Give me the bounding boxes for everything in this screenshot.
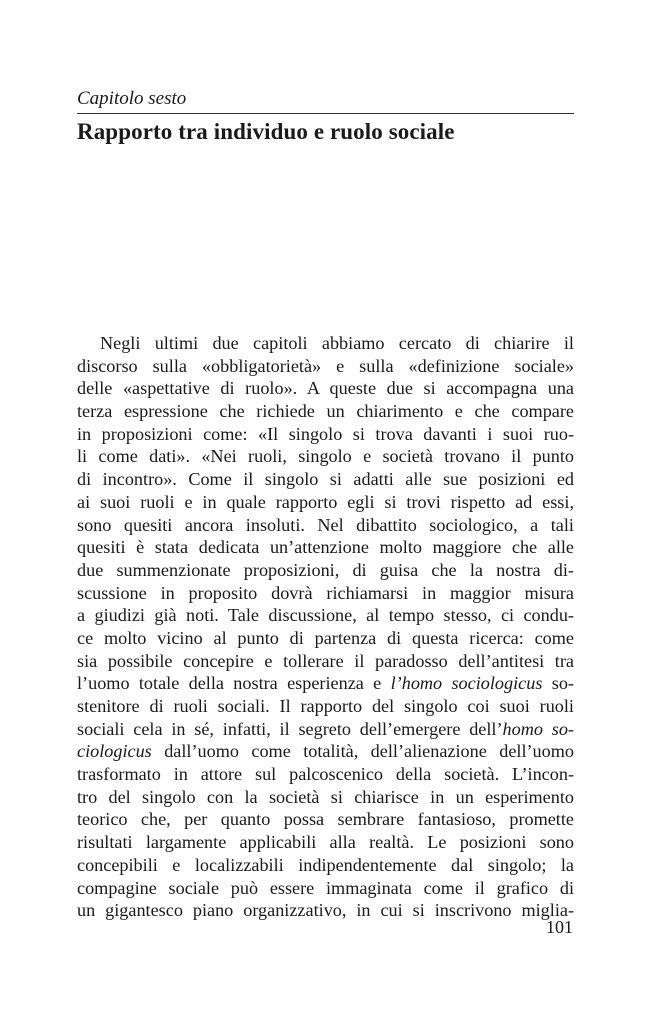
chapter-label: Capitolo sesto: [77, 88, 187, 109]
text-line: Negli ultimi due capitoli abbiamo cercato di chiarire il: [100, 333, 574, 353]
text-line: risultati largamente applicabili alla realtà. Le posizioni sono: [77, 832, 574, 853]
text-line: stenitore di ruoli sociali. Il rapporto del singolo coi suoi ruoli: [77, 696, 574, 716]
body-text: [77, 332, 574, 922]
italic-term: homo so-: [502, 718, 574, 739]
text-line: l’uomo totale della nostra esperienza e l’homo sociologicus so-: [77, 673, 574, 694]
text-line: di incontro». Come il singolo si adatti alle sue posizioni ed: [77, 469, 574, 490]
text-line: ciologicus dall’uomo come totalità, dell’alienazione dell’uomo: [77, 741, 574, 762]
text-line: discorso sulla «obbligatorietà» e sulla «definizione sociale»: [77, 355, 574, 376]
text-line: trasformato in attore sul palcoscenico della società. L’incon-: [77, 764, 574, 785]
text-line: delle «aspettative di ruolo». A queste due si accompagna una: [77, 378, 574, 399]
text-line: sono quesiti ancora insoluti. Nel dibattito sociologico, a tali: [77, 514, 574, 535]
text-line: un gigantesco piano organizzativo, in cui si inscrivono miglia-: [77, 900, 574, 921]
text-line: scussione in proposito dovrà richiamarsi in maggior misura: [77, 582, 574, 603]
chapter-header: [77, 88, 574, 146]
page-number: 101: [546, 917, 573, 937]
text-line: li come dati». «Nei ruoli, singolo e società trovano il punto: [77, 446, 574, 467]
text-line: a giudizi già noti. Tale discussione, al tempo stesso, ci condu-: [77, 605, 574, 626]
text-line: ai suoi ruoli e in quale rapporto egli si trovi rispetto ad essi,: [77, 491, 574, 512]
text-line: due summenzionate proposizioni, di guisa che la nostra di-: [77, 559, 574, 580]
text-line: sia possibile concepire e tollerare il paradosso dell’antitesi tra: [77, 650, 574, 671]
chapter-title: Rapporto tra individuo e ruolo sociale: [77, 119, 455, 144]
chapter-rule: [77, 113, 574, 114]
text-line: sociali cela in sé, infatti, il segreto dell’emergere dell’homo so-: [77, 718, 574, 739]
text-line: in proposizioni come: «Il singolo si trova davanti i suoi ruo-: [77, 423, 574, 444]
text-line: teorico che, per quanto possa sembrare fantasioso, promette: [77, 809, 574, 830]
italic-term: l’homo sociologicus: [390, 673, 543, 694]
text-line: concepibili e localizzabili indipendentemente dal singolo; la: [77, 854, 574, 875]
text-line: quesiti è stata dedicata un’attenzione molto maggiore che alle: [77, 537, 574, 558]
text-line: terza espressione che richiede un chiarimento e che compare: [77, 401, 574, 422]
italic-term: ciologicus: [77, 741, 152, 762]
text-line: ce molto vicino al punto di partenza di questa ricerca: come: [77, 627, 574, 648]
text-line: tro del singolo con la società si chiarisce in un esperimento: [77, 786, 574, 807]
text-line: compagine sociale può essere immaginata come il grafico di: [77, 877, 574, 898]
